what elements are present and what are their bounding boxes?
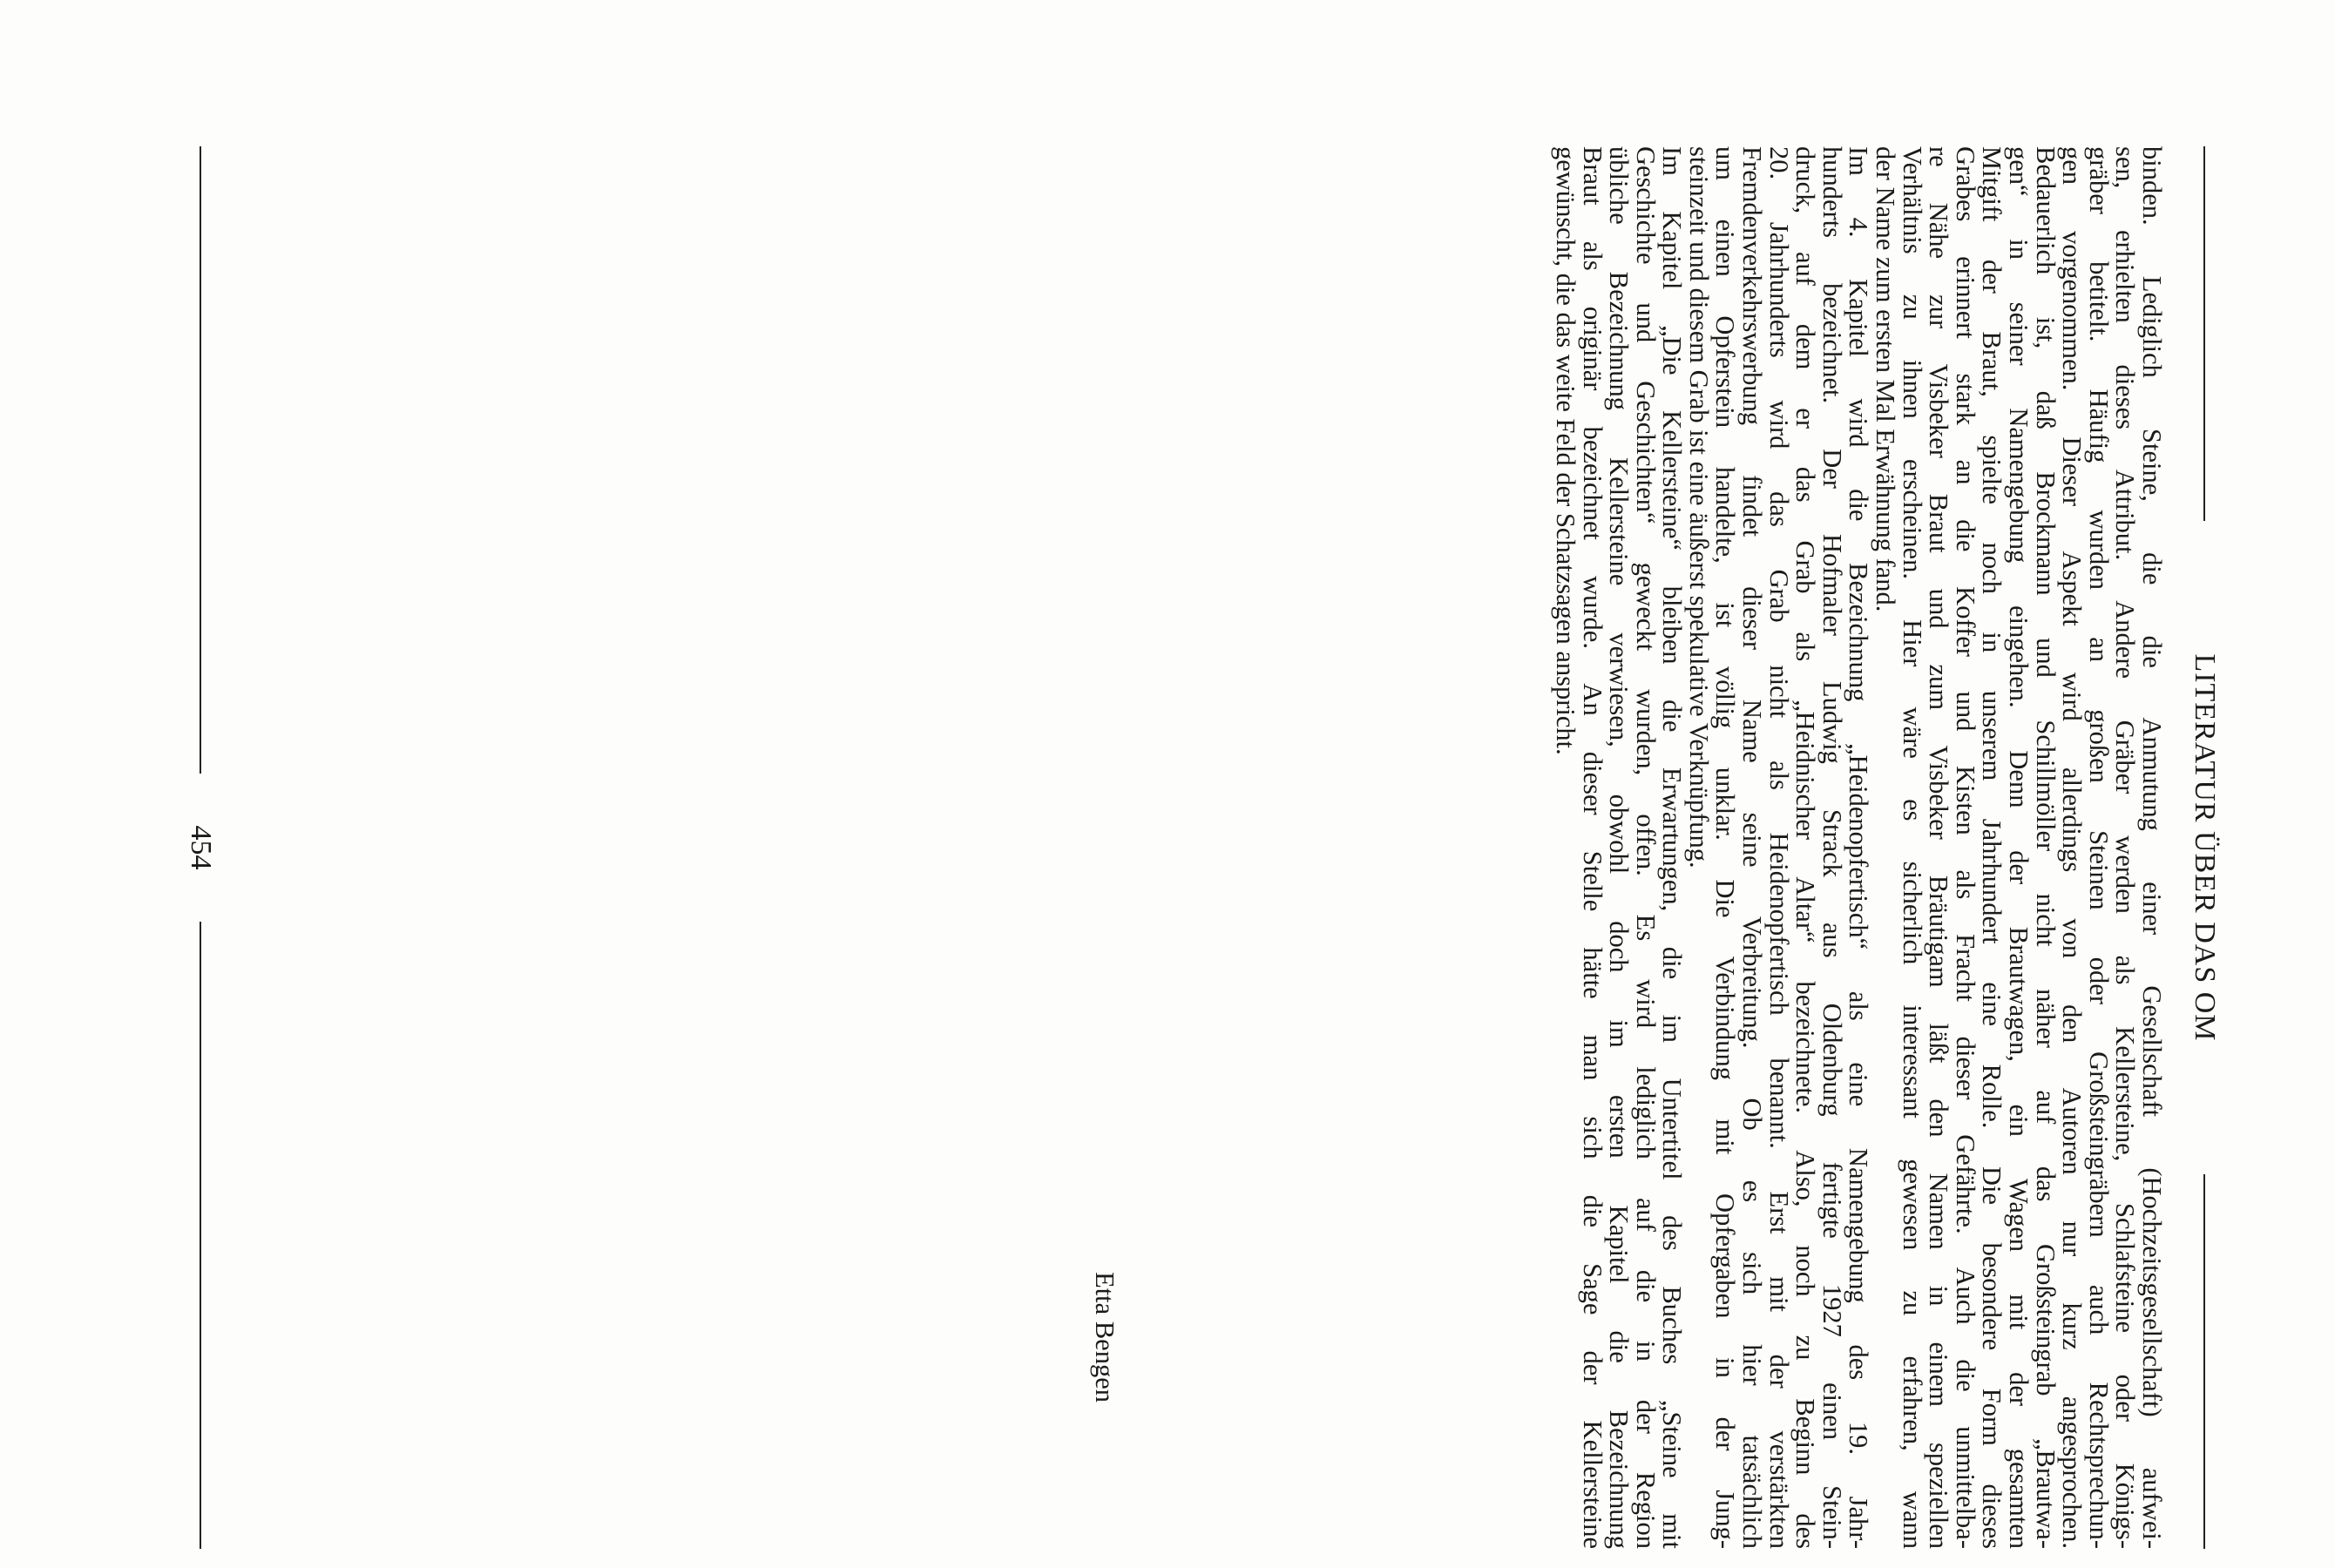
- text-line: Geschichte und Geschichten“ geweckt wurden, offen. Es wird lediglich auf die in der Region: [1630, 146, 1661, 1549]
- footer-rule-right: [200, 922, 201, 1549]
- text-line: übliche Bezeichnung Kellersteine verwiesen, obwohl doch im ersten Kapitel die Bezeichnung: [1604, 146, 1634, 1549]
- text-line: Im Kapitel „Die Kellersteine“ bleiben die Erwartungen, die im Untertitel des Buches „Steine mit: [1657, 146, 1688, 1549]
- header-rule-left: [2203, 146, 2205, 521]
- header-rule-right: [2203, 1174, 2205, 1549]
- text-line: Grabes erinnert stark an die Koffer und Kisten als Fracht dieser Gefährte. Auch die unmittelba-: [1950, 146, 1980, 1549]
- author-signature: Etta Bengen: [1090, 1272, 1120, 1402]
- text-line: der Name zum ersten Mal Erwähnung fand.: [1871, 146, 1901, 612]
- header-title: LITERATUR ÜBER DAS OM: [2189, 653, 2221, 1042]
- text-line: Bedauerlich ist, daß Brockmann und Schillmöller nicht näher auf das Großsteingrab „Brautwa-: [2030, 146, 2061, 1549]
- paragraph: [1871, 146, 2165, 1549]
- text-line: hunderts bezeichnet. Der Hofmaler Ludwig Strack aus Oldenburg fertigte 1927 einen Stein-: [1817, 146, 1847, 1549]
- text-line: re Nähe zur Visbeker Braut und zum Visbeker Bräutigam läßt den Namen in einem speziellen: [1924, 146, 1954, 1549]
- footer-rule-left: [200, 146, 201, 774]
- text-line: steinzeit und diesem Grab ist eine äußerst spekulative Verknüpfung.: [1683, 146, 1714, 868]
- text-line: Braut als originär bezeichnet wurde. An dieser Stelle hätte man sich die Sage der Kellersteine: [1577, 146, 1607, 1549]
- text-line: gräber betitelt. Häufig wurden an großen Steinen oder Großsteingräbern auch Rechtsprechun-: [2083, 146, 2114, 1549]
- text-line: Verhältnis zu ihnen erscheinen. Hier wäre es sicherlich interessant gewesen zu erfahren, wann: [1897, 146, 1927, 1549]
- running-header: [2187, 146, 2222, 1549]
- text-line: Fremdenverkehrswerbung findet dieser Name seine Verbreitung. Ob es sich hier tatsächlich: [1737, 146, 1768, 1549]
- text-line: um einen Opferstein handelte, ist völlig unklar. Die Verbindung mit Opfergaben in der Jung-: [1710, 146, 1741, 1549]
- text-line: gen“ in seiner Namengebung eingehen. Denn der Brautwagen, ein Wagen mit der gesamten: [2004, 146, 2034, 1549]
- text-line: druck, auf dem er das Grab als „Heidnischer Altar“ bezeichnete. Also, noch zu Beginn des: [1790, 146, 1821, 1549]
- paragraph: [1550, 146, 1688, 1549]
- text-line: sen, erhielten dieses Attribut. Andere Gräber werden als Kellersteine, Schlafsteine oder Königs-: [2110, 146, 2141, 1549]
- paragraph: [1683, 146, 1874, 1549]
- text-line: gewünscht, die das weite Feld der Schatzsagen anspricht.: [1550, 146, 1580, 755]
- text-line: 20. Jahrhunderts wird das Grab nicht als Heidenopfertisch benannt. Erst mit der verstärkten: [1763, 146, 1794, 1549]
- text-line: Mitgift der Braut, spielte noch in unserem Jahrhundert eine Rolle. Die besondere Form dieses: [1977, 146, 2007, 1549]
- text-line: binden. Lediglich Steine, die die Anmutung einer Gesellschaft (Hochzeitsgesellschaft) aufwei-: [2137, 146, 2167, 1549]
- page-footer: [183, 146, 218, 1549]
- text-line: Im 4. Kapitel wird die Bezeichnung „Heidenopfertisch“ als eine Namengebung des 19. Jahr-: [1844, 146, 1874, 1549]
- page-number: 454: [185, 825, 217, 870]
- body-text: [1552, 146, 2165, 1549]
- text-line: gen vorgenommen. Dieser Aspekt wird allerdings von den Autoren nur kurz angesprochen.: [2057, 146, 2088, 1549]
